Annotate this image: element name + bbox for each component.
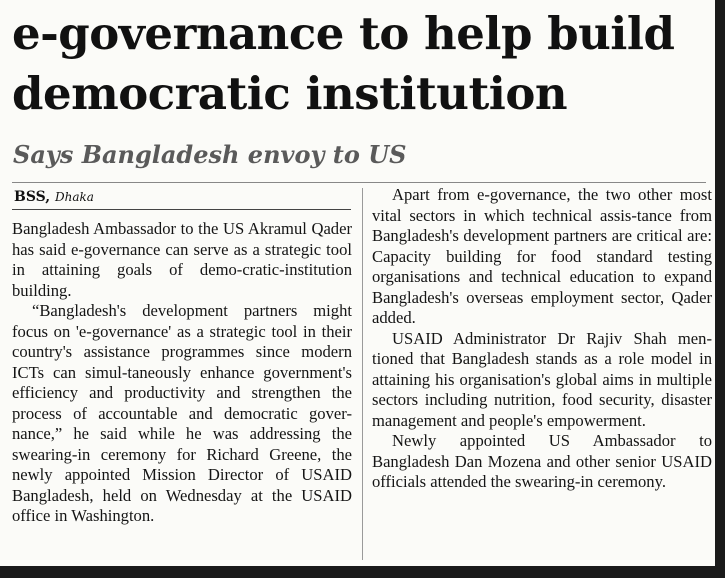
paragraph: Newly appointed US Ambassador to Bangladesh Dan Mozena and other senior USAID officials attended the swearing-in ceremony. — [372, 431, 712, 491]
byline-separator: , — [45, 189, 55, 205]
paragraph: “Bangladesh's development partners might focus on 'e-governance' as a strategic tool in their country's assistance programmes since modern ICTs can simul-taneously enhance government's efficiency and productivity and strengthen the process of accountable and democratic gover-nance,” he said while he was addressing the swearing-in ceremony for Richard Greene, the newly appointed Mission Director of USAID Bangladesh, held on Wednesday at the USAID office in Washington. — [12, 301, 352, 525]
paragraph: Apart from e-governance, the two other most vital sectors in which technical assis-tance from Bangladesh's development partners are critical are: Capacity building for food standard testing organisations and technical education to expand Bangladesh's overseas employment sector, Qader added. — [372, 185, 712, 327]
header-rule — [12, 182, 706, 183]
headline: e-governance to help build democratic institution — [12, 7, 675, 120]
column-divider — [362, 188, 363, 560]
right-column — [372, 185, 712, 493]
byline-agency: BSS — [14, 189, 46, 205]
subheadline: Says Bangladesh envoy to US — [13, 140, 407, 169]
byline-location: Dhaka — [55, 190, 94, 204]
byline — [14, 186, 94, 205]
paragraph: Bangladesh Ambassador to the US Akramul Qader has said e-governance can serve as a strategic tool in attaining goals of demo-cratic-institution building. — [12, 219, 352, 300]
left-column — [12, 219, 352, 527]
byline-rule — [12, 209, 351, 210]
paragraph: USAID Administrator Dr Rajiv Shah men-tioned that Bangladesh stands as a role model in attaining his organisation's global aims in multiple sectors including nutrition, food security, disaster management and people's empowerment. — [372, 328, 712, 430]
